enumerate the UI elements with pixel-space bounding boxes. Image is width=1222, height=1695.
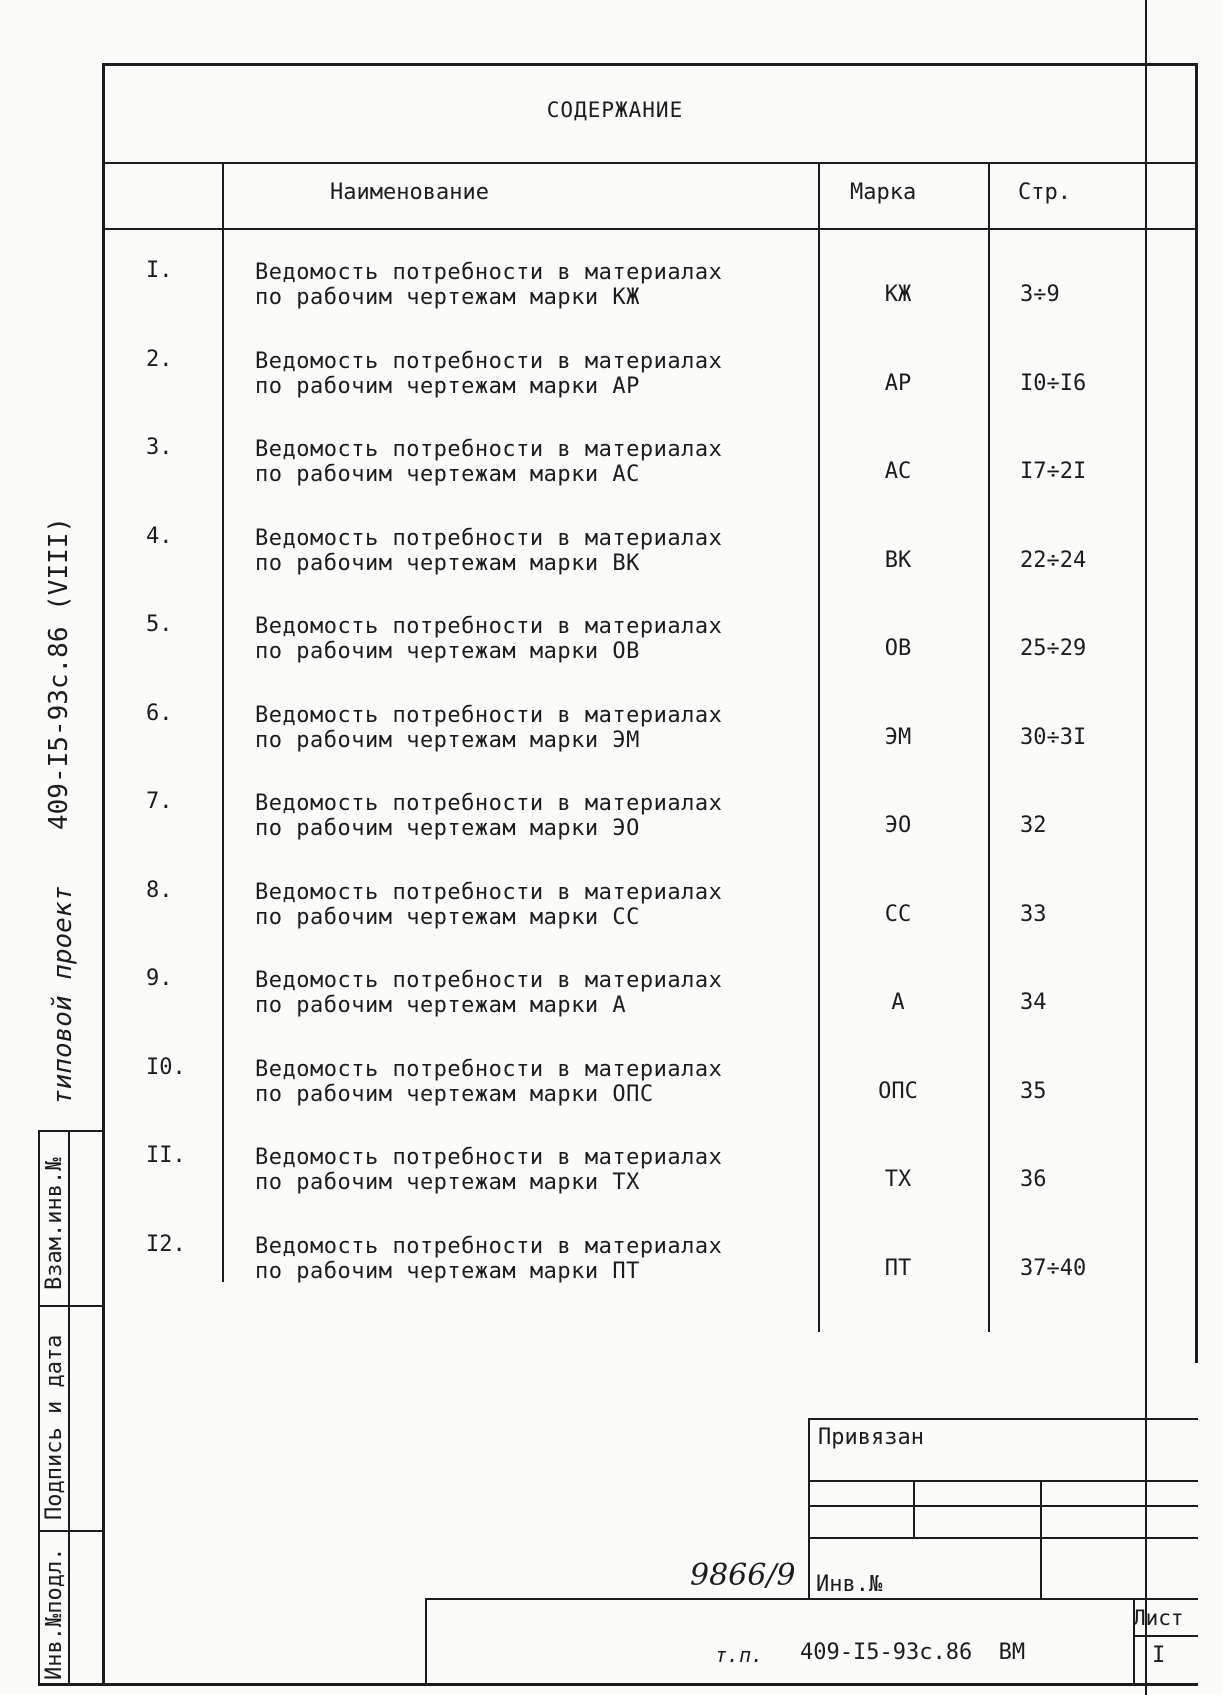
stamp-col2 <box>1040 1480 1042 1598</box>
col-divider-name <box>818 162 820 1332</box>
row-name-line1: Ведомость потребности в материалах <box>255 349 723 374</box>
col-header-name: Наименование <box>330 180 489 205</box>
stamp-row2 <box>808 1505 1198 1507</box>
stamp-row1 <box>808 1480 1198 1482</box>
row-pages: 22÷24 <box>1020 548 1087 573</box>
row-number: 3. <box>146 435 173 460</box>
col-header-mark: Марка <box>850 180 917 205</box>
row-pages: 37÷40 <box>1020 1256 1087 1281</box>
stamp-sheet-label: Лист <box>1133 1606 1184 1630</box>
row-mark: КЖ <box>884 282 912 307</box>
row-pages: 33 <box>1020 902 1047 927</box>
row-number: I. <box>146 258 173 283</box>
row-number: 9. <box>146 966 173 991</box>
row-name-line2: по рабочим чертежам марки КЖ <box>255 285 640 310</box>
row-mark: АС <box>884 459 912 484</box>
row-mark: ВК <box>884 548 912 573</box>
row-pages: 25÷29 <box>1020 636 1087 661</box>
side-inv-orig: Инв.№подл. <box>42 1547 67 1680</box>
row-pages: 35 <box>1020 1079 1047 1104</box>
row-name-line1: Ведомость потребности в материалах <box>255 526 723 551</box>
stamp-privyazan: Привязан <box>818 1425 924 1450</box>
stamp-col1 <box>913 1480 915 1537</box>
side-box-div2 <box>38 1530 102 1532</box>
row-pages: I7÷2I <box>1020 459 1087 484</box>
row-name-line2: по рабочим чертежам марки СС <box>255 905 640 930</box>
row-name-line1: Ведомость потребности в материалах <box>255 1057 723 1082</box>
frame-left <box>102 63 105 1685</box>
row-name-line2: по рабочим чертежам марки ЭО <box>255 816 640 841</box>
side-box-top <box>38 1130 102 1132</box>
row-name-line2: по рабочим чертежам марки А <box>255 993 627 1018</box>
page-title: СОДЕРЖАНИЕ <box>546 98 684 122</box>
row-name-line1: Ведомость потребности в материалах <box>255 968 723 993</box>
stamp-main-top <box>425 1598 1198 1600</box>
title-divider <box>102 162 1198 164</box>
row-mark: ЭО <box>884 813 912 838</box>
stamp-tp-mark: т.п. <box>715 1643 764 1667</box>
side-project-label: типовой проект <box>48 885 78 1105</box>
row-number: 7. <box>146 789 173 814</box>
row-pages: 32 <box>1020 813 1047 838</box>
row-pages: 36 <box>1020 1167 1047 1192</box>
row-name-line2: по рабочим чертежам марки ВК <box>255 551 640 576</box>
row-number: 5. <box>146 612 173 637</box>
side-box-div1 <box>38 1305 102 1307</box>
row-name-line2: по рабочим чертежам марки ОПС <box>255 1082 654 1107</box>
row-name-line1: Ведомость потребности в материалах <box>255 614 723 639</box>
col-divider-num <box>222 162 224 1282</box>
col-divider-mark <box>988 162 990 1332</box>
row-mark: ПТ <box>884 1256 912 1281</box>
stamp-handwritten-number: 9866/9 <box>690 1558 796 1593</box>
row-name-line2: по рабочим чертежам марки ОВ <box>255 639 640 664</box>
row-number: I0. <box>146 1055 186 1080</box>
row-mark: АР <box>884 371 912 396</box>
row-pages: I0÷I6 <box>1020 371 1087 396</box>
row-number: II. <box>146 1143 186 1168</box>
row-mark: ЭМ <box>884 725 912 750</box>
row-number: I2. <box>146 1232 186 1257</box>
side-box-midline <box>68 1130 70 1685</box>
row-name-line1: Ведомость потребности в материалах <box>255 260 723 285</box>
row-pages: 30÷3I <box>1020 725 1087 750</box>
row-name-line2: по рабочим чертежам марки АС <box>255 462 640 487</box>
row-pages: 34 <box>1020 990 1047 1015</box>
row-mark: СС <box>884 902 912 927</box>
frame-right <box>1195 63 1198 1363</box>
side-code-label: 409-I5-93с.86 (VIII) <box>44 516 74 830</box>
frame-bottom <box>38 1683 1198 1686</box>
stamp-left <box>808 1418 810 1600</box>
row-mark: ОПС <box>878 1079 918 1104</box>
stamp-main-left <box>425 1598 427 1685</box>
row-name-line2: по рабочим чертежам марки ЭМ <box>255 728 640 753</box>
row-pages: 3÷9 <box>1020 282 1060 307</box>
row-number: 4. <box>146 524 173 549</box>
stamp-inv-label: Инв.№ <box>816 1572 883 1597</box>
side-vzam-inv: Взам.инв.№ <box>42 1157 67 1290</box>
header-divider <box>102 228 1198 230</box>
stamp-top <box>808 1418 1198 1420</box>
row-number: 8. <box>146 878 173 903</box>
row-name-line1: Ведомость потребности в материалах <box>255 437 723 462</box>
row-name-line1: Ведомость потребности в материалах <box>255 703 723 728</box>
stamp-sheet-mid <box>1133 1635 1198 1637</box>
frame-top <box>102 63 1198 66</box>
side-box-left <box>38 1130 40 1685</box>
row-mark: А <box>891 990 905 1015</box>
row-name-line1: Ведомость потребности в материалах <box>255 791 723 816</box>
stamp-row3 <box>808 1537 1198 1539</box>
col-header-page: Стр. <box>1018 180 1071 205</box>
row-number: 2. <box>146 347 173 372</box>
row-mark: ТХ <box>884 1167 912 1192</box>
edge-right-line <box>1145 0 1147 1695</box>
row-name-line2: по рабочим чертежам марки АР <box>255 374 640 399</box>
side-sign-date: Подпись и дата <box>42 1334 67 1520</box>
row-name-line1: Ведомость потребности в материалах <box>255 880 723 905</box>
row-number: 6. <box>146 701 173 726</box>
row-name-line2: по рабочим чертежам марки ПТ <box>255 1259 640 1284</box>
row-mark: ОВ <box>884 636 912 661</box>
stamp-document-code: 409-I5-93с.86 ВМ <box>800 1640 1026 1665</box>
stamp-sheet-number: I <box>1152 1643 1166 1668</box>
row-name-line1: Ведомость потребности в материалах <box>255 1234 723 1259</box>
row-name-line1: Ведомость потребности в материалах <box>255 1145 723 1170</box>
row-name-line2: по рабочим чертежам марки ТХ <box>255 1170 640 1195</box>
